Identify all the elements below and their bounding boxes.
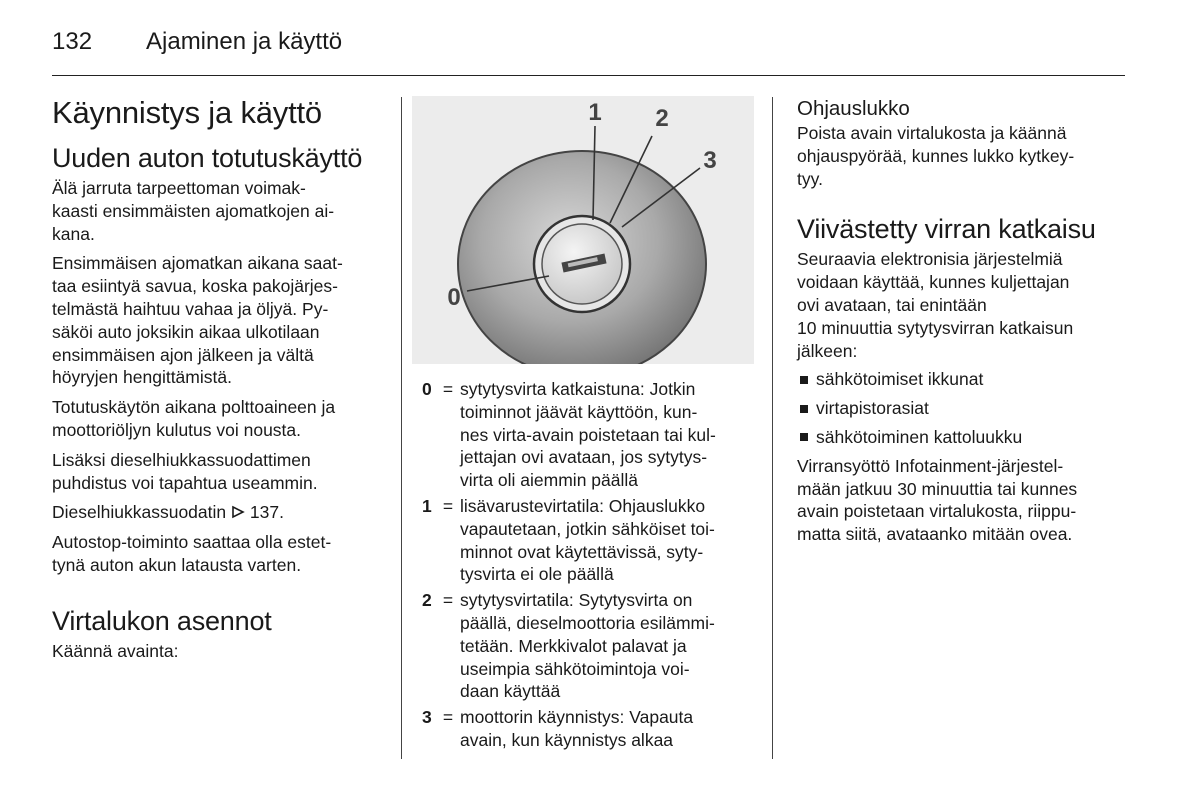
delayed-power-off-text: Seuraavia elektronisia järjestelmiä voidaan käyttää, kunnes kuljettajan ovi avataan, tai enintään 10 minuuttia sytytysvirran katkaisun jälkeen: bbox=[797, 249, 1074, 361]
legend-equals: = bbox=[442, 707, 454, 728]
ignition-switch-figure bbox=[412, 96, 754, 364]
page-number: 132 bbox=[52, 28, 93, 55]
left-column bbox=[52, 95, 392, 663]
bullet-icon bbox=[800, 405, 808, 413]
break-in-paragraph-6: Autostop-toiminto saattaa olla estet- tynä auton akun latausta varten. bbox=[52, 532, 332, 575]
steering-lock-text: Poista avain virtalukosta ja käännä ohjauspyörää, kunnes lukko kytkey- tyy. bbox=[797, 123, 1075, 189]
legend-key: 0 bbox=[422, 379, 432, 399]
system-list bbox=[797, 368, 1127, 448]
delayed-power-off-heading: Viivästetty virran katkaisu bbox=[797, 214, 1096, 245]
break-in-heading: Uuden auton totutuskäyttö bbox=[52, 143, 363, 173]
column-divider-right bbox=[772, 97, 773, 759]
legend-equals: = bbox=[442, 379, 454, 399]
position-label-0: 0 bbox=[447, 284, 461, 311]
legend-row-0 bbox=[422, 378, 762, 492]
list-item: sähkötoimiset ikkunat bbox=[797, 368, 1127, 391]
legend-equals: = bbox=[442, 495, 454, 516]
position-label-1: 1 bbox=[588, 99, 602, 126]
header-divider bbox=[52, 75, 1125, 76]
legend-description: sytytysvirtatila: Sytytysvirta on päällä, dieselmoottoria esilämmi- tetään. Merkkivalot palavat ja useimpia sähkötoimintoja voi- daan käyttää bbox=[460, 590, 715, 702]
legend-row-2 bbox=[422, 589, 762, 703]
legend-key: 3 bbox=[422, 707, 432, 728]
cross-reference-page[interactable]: 137. bbox=[249, 502, 284, 523]
position-label-3: 3 bbox=[703, 147, 717, 174]
legend-description: sytytysvirta katkaistuna: Jotkin toiminnot jäävät käyttöön, kun- nes virta-avain poistetaan tai kul- jettajan ovi avataan, jos sytytys- virta oli aiemmin päällä bbox=[460, 379, 716, 491]
infotainment-power-text: Virransyöttö Infotainment-järjestel- mään jatkuu 30 minuuttia tai kunnes avain poistetaan virtalukosta, riippu- matta siitä, avataanko mitään ovea. bbox=[797, 455, 1078, 545]
cross-reference-text: Dieselhiukkassuodatin bbox=[52, 502, 231, 523]
legend-description: lisävarustevirtatila: Ohjauslukko vapautetaan, jotkin sähköiset toi- minnot ovat käytettävissä, syty- tysvirta ei ole päällä bbox=[460, 495, 715, 585]
bullet-icon bbox=[800, 433, 808, 441]
legend-row-3 bbox=[422, 706, 762, 752]
list-item: sähkötoiminen kattoluukku bbox=[797, 426, 1127, 449]
right-column bbox=[797, 97, 1127, 546]
chapter-title: Ajaminen ja käyttö bbox=[146, 28, 343, 55]
steering-lock-heading: Ohjauslukko bbox=[797, 97, 910, 120]
section-title: Käynnistys ja käyttö bbox=[52, 95, 322, 130]
column-divider-left bbox=[401, 97, 402, 759]
list-item: virtapistorasiat bbox=[797, 397, 1127, 420]
position-label-2: 2 bbox=[655, 105, 669, 132]
break-in-paragraph-4: Lisäksi dieselhiukkassuodattimen puhdistus voi tapahtua useammin. bbox=[52, 449, 318, 493]
bullet-icon bbox=[800, 376, 808, 384]
legend-key: 2 bbox=[422, 590, 432, 611]
legend-equals: = bbox=[442, 590, 454, 611]
break-in-paragraph-1: Älä jarruta tarpeettoman voimak- kaasti ensimmäisten ajomatkojen ai- kana. bbox=[52, 178, 335, 244]
legend-description: moottorin käynnistys: Vapauta avain, kun käynnistys alkaa bbox=[460, 707, 694, 750]
position-legend bbox=[422, 378, 762, 752]
legend-key: 1 bbox=[422, 495, 432, 516]
break-in-paragraph-2: Ensimmäisen ajomatkan aikana saat- taa esiintyä savua, koska pakojärjes- telmästä haihtuu vahaa ja öljyä. Py- säköi auto joksikin aikaa ulkotilaan ensimmäisen ajon jälkeen ja vältä höyryjen hengittämistä. bbox=[52, 253, 343, 388]
page-reference-icon bbox=[231, 505, 245, 519]
ignition-instruction: Käännä avainta: bbox=[52, 640, 179, 661]
break-in-paragraph-3: Totutuskäytön aikana polttoaineen ja moottoriöljyn kulutus voi nousta. bbox=[52, 397, 336, 440]
legend-row-1 bbox=[422, 495, 762, 586]
ignition-switch-illustration bbox=[412, 96, 754, 364]
cross-reference-paragraph bbox=[52, 501, 392, 524]
ignition-positions-heading: Virtalukon asennot bbox=[52, 605, 272, 636]
